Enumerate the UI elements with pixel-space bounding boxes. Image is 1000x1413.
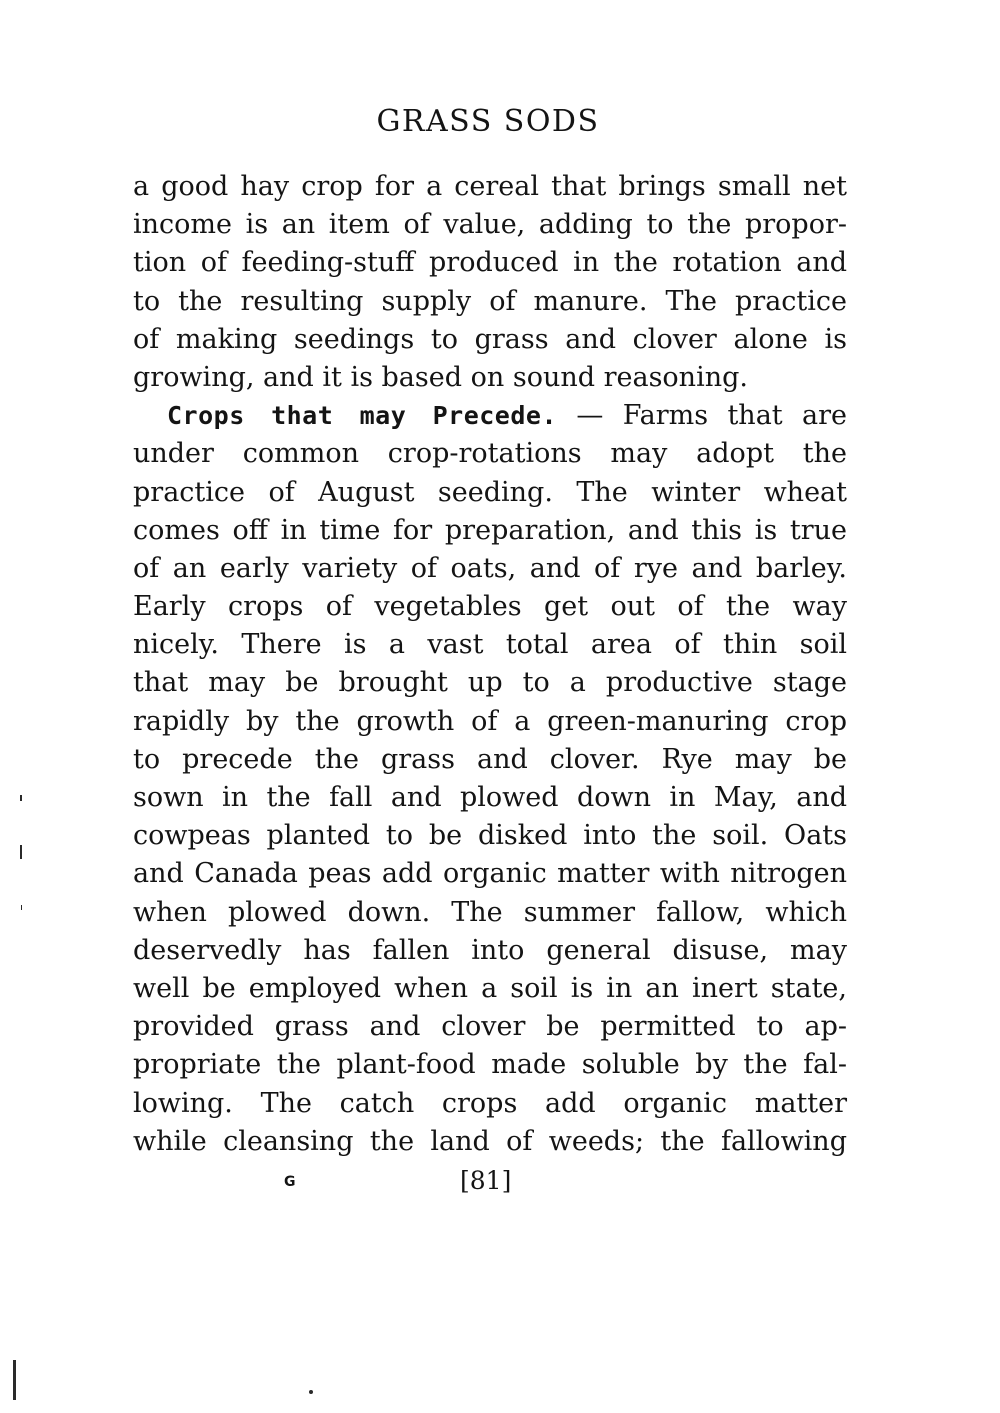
text-line: cowpeas planted to be disked into the soil. Oats: [133, 820, 847, 852]
text-line: to precede the grass and clover. Rye may be: [133, 743, 847, 775]
text-line: Early crops of vegetables get out of the way: [133, 591, 847, 623]
text-line: of an early variety of oats, and of rye and barley.: [133, 552, 847, 584]
text-line: deservedly has fallen into general disuse, may: [133, 934, 847, 966]
text-line: practice of August seeding. The winter wheat: [133, 476, 847, 508]
paragraph-start-line: [133, 397, 847, 435]
signature-mark: G: [284, 1174, 296, 1190]
text-line: nicely. There is a vast total area of thin soil: [133, 629, 847, 661]
text-line: a good hay crop for a cereal that brings small net: [133, 171, 847, 202]
text-line: comes off in time for preparation, and this is true: [133, 514, 847, 546]
text-line: provided grass and clover be permitted to ap-: [133, 1011, 847, 1043]
page-number: [81]: [460, 1166, 512, 1195]
text-line: that may be brought up to a productive stage: [133, 667, 847, 699]
scan-speck: [21, 905, 22, 910]
text-line: rapidly by the growth of a green-manuring crop: [133, 705, 847, 737]
text-line: while cleansing the land of weeds; the fallowing: [133, 1125, 847, 1157]
text-line: under common crop-rotations may adopt the: [133, 438, 847, 470]
scan-speck: [309, 1390, 313, 1394]
side-heading: Crops that may Precede.: [167, 401, 558, 431]
text-line: well be employed when a soil is in an inert state,: [133, 972, 847, 1004]
text-line: propriate the plant-food made soluble by the fal-: [133, 1049, 847, 1081]
body-text: [133, 168, 847, 1161]
scan-speck: [20, 845, 22, 859]
text-line: tion of feeding-stuff produced in the rotation and: [133, 247, 847, 279]
text-line: when plowed down. The summer fallow, which: [133, 896, 847, 928]
running-head: GRASS SODS: [376, 104, 600, 139]
text-line: sown in the fall and plowed down in May, and: [133, 782, 847, 813]
text-line: to the resulting supply of manure. The practice: [133, 285, 847, 317]
page-footer: [0, 1166, 1000, 1206]
text-run: — Farms that are: [557, 400, 847, 432]
scan-speck: [20, 795, 22, 801]
text-line: lowing. The catch crops add organic matter: [133, 1087, 847, 1119]
text-line: income is an item of value, adding to the propor-: [133, 209, 847, 241]
text-line: growing, and it is based on sound reasoning.: [133, 361, 748, 393]
text-line: and Canada peas add organic matter with nitrogen: [133, 858, 847, 890]
scan-speck: [13, 1360, 16, 1400]
text-line: of making seedings to grass and clover alone is: [133, 323, 847, 355]
